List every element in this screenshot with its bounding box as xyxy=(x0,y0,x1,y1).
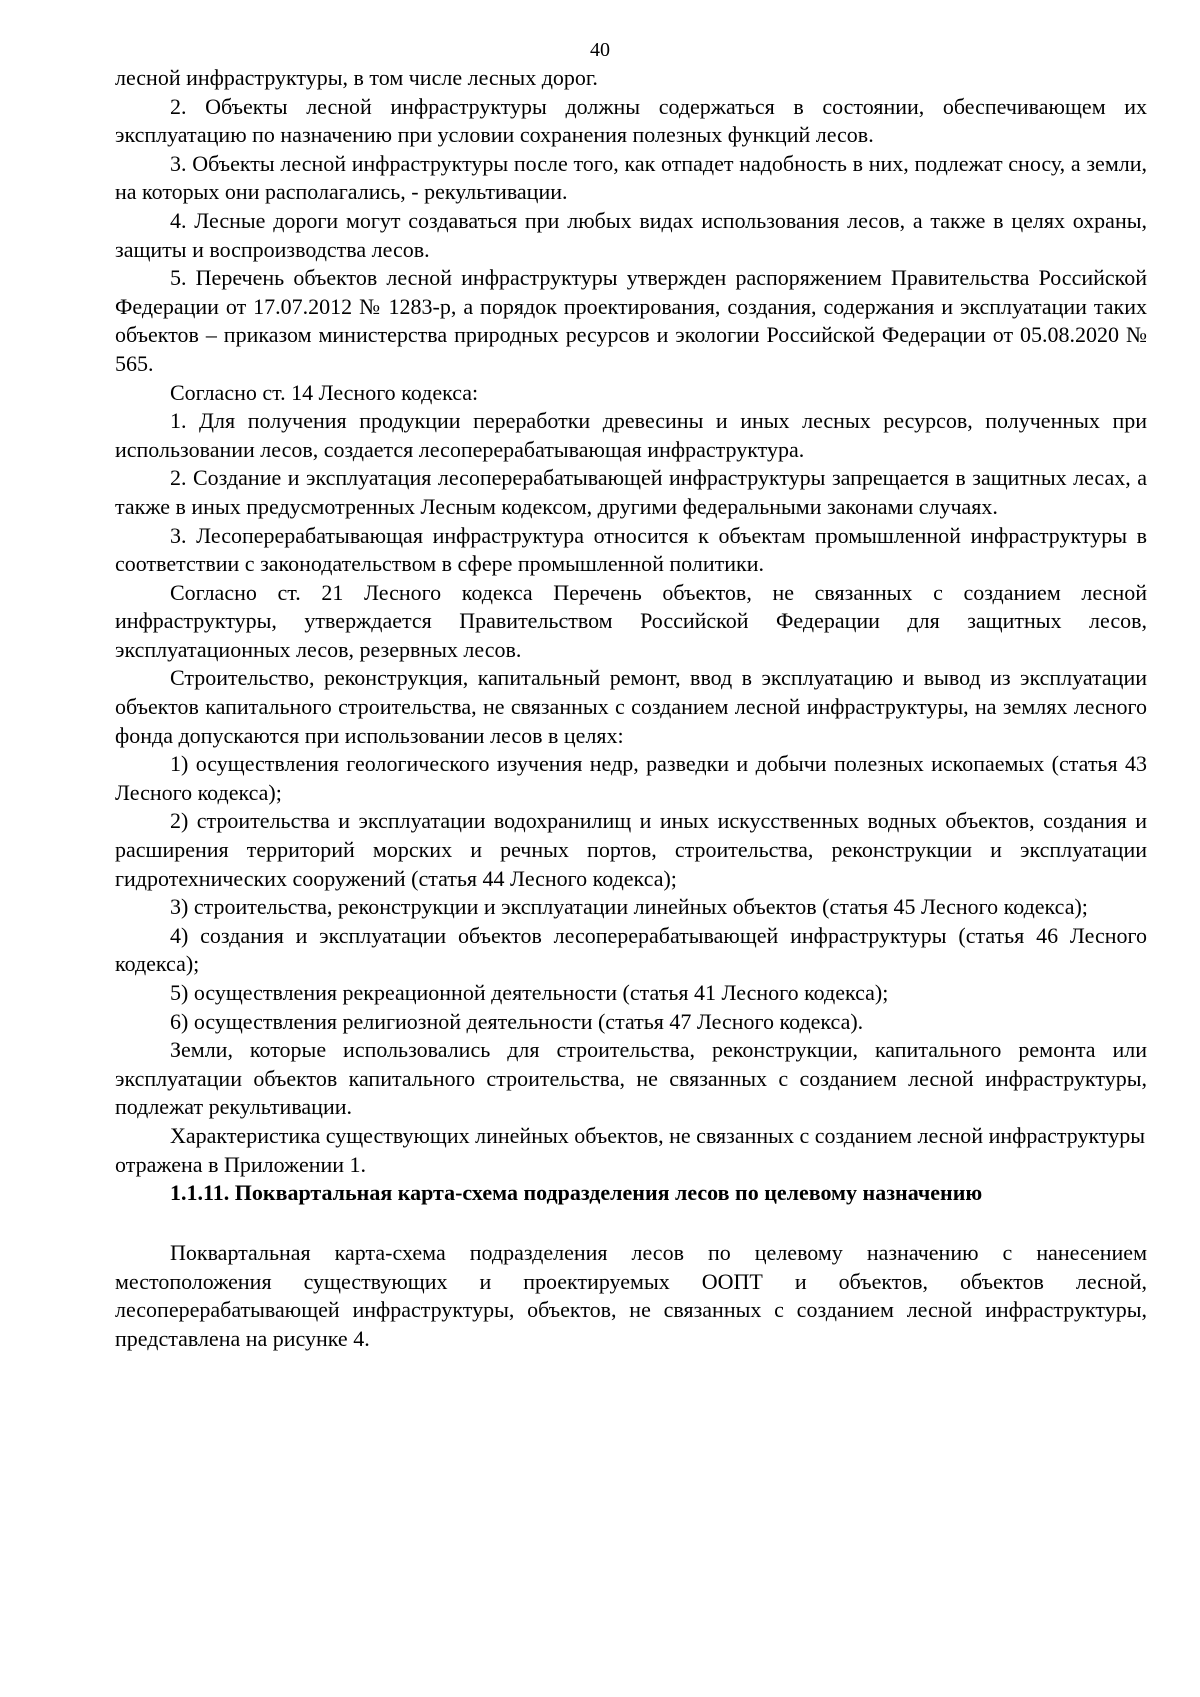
section-paragraph: Поквартальная карта-схема подразделения лесов по целевому назначению с нанесением местоположения существующих и проектируемых ООПТ и объектов, объектов лесной, лесоперерабатывающей инфраструктуры, объектов, не связанных с созданием лесной инфраструктуры, представлена на рисунке 4. xyxy=(115,1240,1147,1351)
list-item: 4) создания и эксплуатации объектов лесоперерабатывающей инфраструктуры (статья 46 Лесного кодекса); xyxy=(115,922,1147,977)
paragraph-continuation: лесной инфраструктуры, в том числе лесных дорог. xyxy=(115,65,598,90)
paragraph: Согласно ст. 21 Лесного кодекса Перечень объектов, не связанных с созданием лесной инфраструктуры, утверждается Правительством Российской Федерации для защитных лесов, эксплуатационных лесов, резервных лесов. xyxy=(115,579,1147,662)
list-item: 3) строительства, реконструкции и эксплуатации линейных объектов (статья 45 Лесного кодекса); xyxy=(170,894,1088,920)
paragraph: 1. Для получения продукции переработки древесины и иных лесных ресурсов, полученных при использовании лесов, создается лесоперерабатывающая инфраструктура. xyxy=(115,408,1147,462)
paragraph: Характеристика существующих линейных объектов, не связанных с созданием лесной инфраструктуры отражена в Приложении 1. xyxy=(115,1122,1145,1177)
paragraph: Земли, которые использовались для строительства, реконструкции, капитального ремонта или эксплуатации объектов капитального строительства, не связанных с созданием лесной инфраструктуры, подлежат рекультивации. xyxy=(115,1037,1147,1120)
list-item: 5) осуществления рекреационной деятельности (статья 41 Лесного кодекса); xyxy=(170,980,889,1005)
list-item: 1) осуществления геологического изучения недр, разведки и добычи полезных ископаемых (статья 43 Лесного кодекса); xyxy=(115,751,1147,805)
list-item: 6) осуществления религиозной деятельности (статья 47 Лесного кодекса). xyxy=(170,1008,864,1034)
paragraph: 4. Лесные дороги могут создаваться при любых видах использования лесов, а также в целях охраны, защиты и воспроизводства лесов. xyxy=(115,207,1147,262)
paragraph: 2. Создание и эксплуатация лесоперерабатывающей инфраструктуры запрещается в защитных лесах, а также в иных предусмотренных Лесным кодексом, другими федеральными законами случаях. xyxy=(115,465,1147,519)
document-body xyxy=(115,64,1147,1354)
list-item: 2) строительства и эксплуатации водохранилищ и иных искусственных водных объектов, создания и расширения территорий морских и речных портов, строительства, реконструкции и эксплуатации гидротехнических сооружений (статья 44 Лесного кодекса); xyxy=(115,808,1147,891)
paragraph: 3. Объекты лесной инфраструктуры после того, как отпадет надобность в них, подлежат сносу, а земли, на которых они располагались, - рекультивации. xyxy=(115,150,1147,205)
paragraph: 2. Объекты лесной инфраструктуры должны содержаться в состоянии, обеспечивающем их эксплуатацию по назначению при условии сохранения полезных функций лесов. xyxy=(115,93,1147,148)
paragraph: 5. Перечень объектов лесной инфраструктуры утвержден распоряжением Правительства Российской Федерации от 17.07.2012 № 1283-р, а порядок проектирования, создания, содержания и эксплуатации таких объектов – приказом министерства природных ресурсов и экологии Российской Федерации от 05.08.2020 № 565. xyxy=(115,265,1147,376)
paragraph: Строительство, реконструкция, капитальный ремонт, ввод в эксплуатацию и вывод из эксплуатации объектов капитального строительства, не связанных с созданием лесной инфраструктуры, на землях лесного фонда допускаются при использовании лесов в целях: xyxy=(115,665,1147,748)
page-number: 40 xyxy=(590,39,610,61)
paragraph: Согласно ст. 14 Лесного кодекса: xyxy=(170,379,479,405)
section-heading: 1.1.11. Поквартальная карта-схема подразделения лесов по целевому назначению xyxy=(170,1180,983,1206)
paragraph: 3. Лесоперерабатывающая инфраструктура относится к объектам промышленной инфраструктуры в соответствии с законодательством в сфере промышленной политики. xyxy=(115,522,1147,577)
